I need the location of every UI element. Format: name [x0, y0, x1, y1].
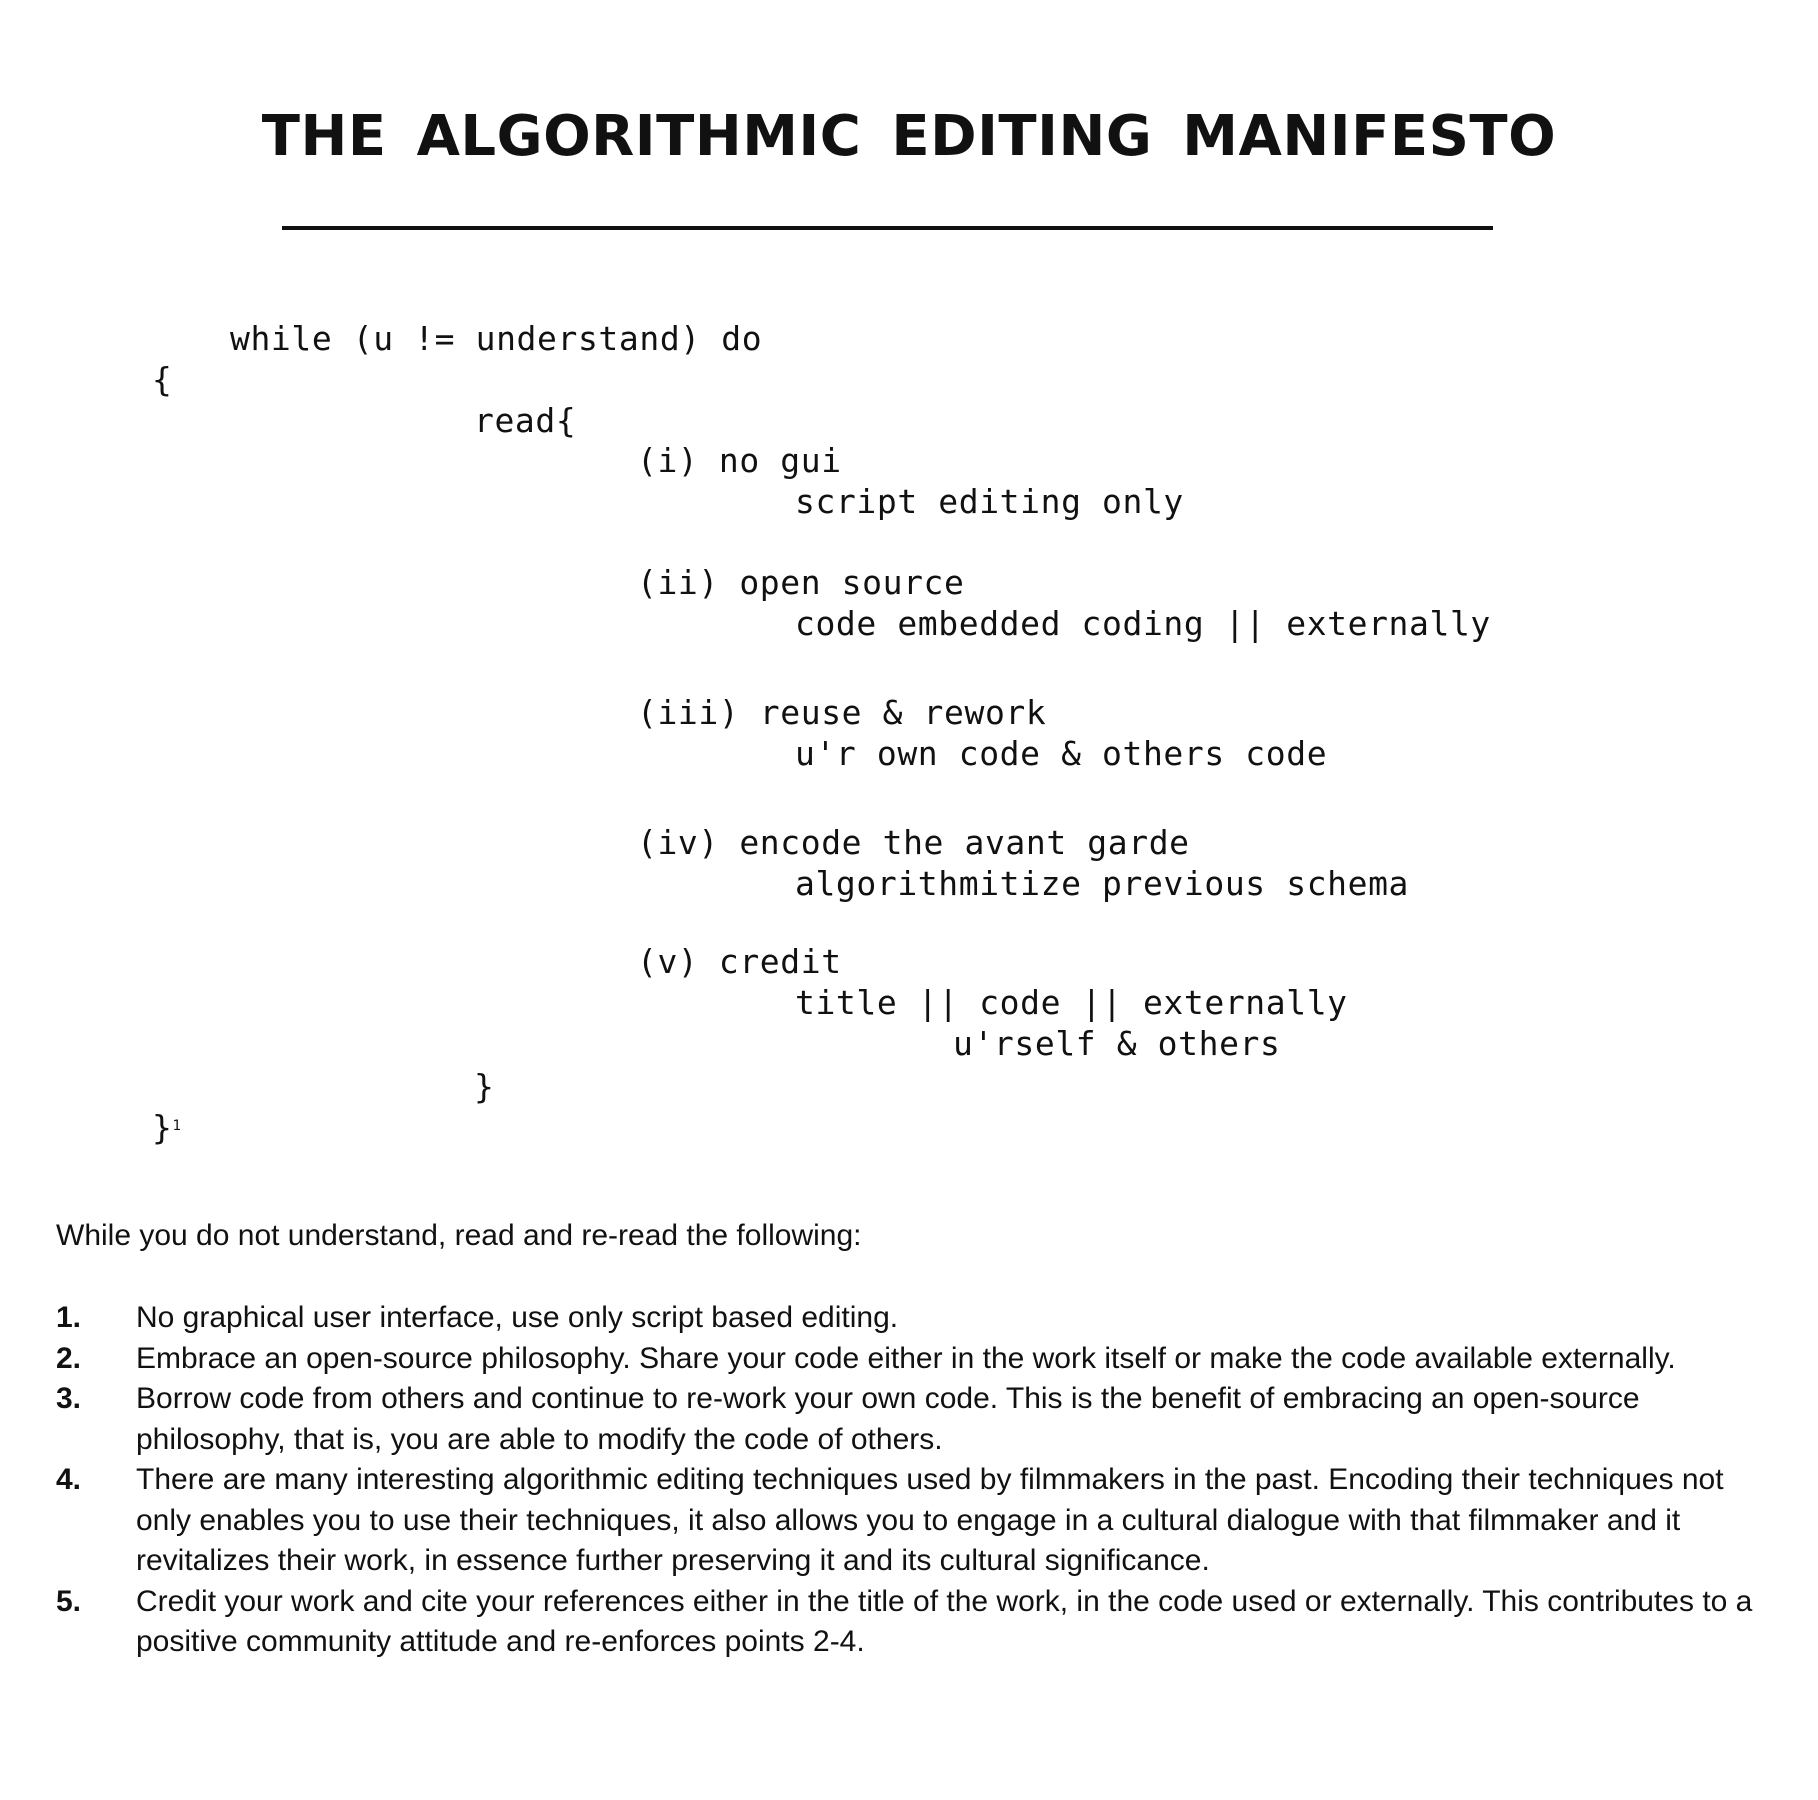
list-item-text: Borrow code from others and continue to re-work your own code. This is the benefit of embracing an open-source philosophy, that is, you are able to modify the code of others.: [136, 1382, 1640, 1456]
code-close-brace-char: }: [152, 1108, 173, 1147]
code-read-open: read{: [474, 401, 577, 440]
code-item4-body: algorithmitize previous schema: [795, 864, 1410, 903]
rules-list: [56, 1298, 1756, 1663]
list-item-text: Credit your work and cite your references either in the title of the work, in the code used or externally. This contributes to a positive community attitude and re-enforces points 2-4.: [136, 1584, 1753, 1658]
code-item3-body: u'r own code & others code: [795, 734, 1328, 773]
list-item-number: 4.: [56, 1463, 82, 1496]
code-read-close: }: [474, 1067, 495, 1106]
code-item4-head: (iv) encode the avant garde: [637, 823, 1190, 862]
list-item-text: There are many interesting algorithmic editing techniques used by filmmakers in the past. Encoding their techniques not only enables you to use their techniques, it also allows you to engage in a cultural dialogue with that filmmaker and it revitalizes their work, in essence further preserving it and its cultural significance.: [136, 1463, 1724, 1577]
list-item: [56, 1298, 1756, 1339]
code-item3-head: (iii) reuse & rework: [637, 693, 1047, 732]
list-item-text: Embrace an open-source philosophy. Share your code either in the work itself or make the code available externally.: [136, 1341, 1676, 1375]
code-item5-head: (v) credit: [637, 942, 842, 981]
page-title: THE ALGORITHMIC EDITING MANIFESTO: [261, 104, 1557, 169]
code-item1-head: (i) no gui: [637, 441, 842, 480]
list-item-text: No graphical user interface, use only script based editing.: [136, 1301, 899, 1334]
list-item-number: 2.: [56, 1341, 82, 1375]
list-item-number: 1.: [56, 1301, 82, 1334]
list-item: [56, 1582, 1756, 1663]
list-item-number: 5.: [56, 1584, 82, 1618]
footnote-marker: 1: [172, 1118, 182, 1134]
code-item1-body: script editing only: [795, 482, 1184, 521]
code-while-line: while (u != understand) do: [230, 319, 763, 358]
list-item: [56, 1339, 1756, 1380]
list-item: [56, 1460, 1756, 1582]
list-item: [56, 1379, 1756, 1460]
code-item5-body2: u'rself & others: [953, 1024, 1281, 1063]
intro-text: While you do not understand, read and re-read the following:: [56, 1219, 862, 1252]
code-open-brace: {: [152, 360, 173, 399]
code-item2-head: (ii) open source: [637, 563, 965, 602]
code-item2-body: code embedded coding || externally: [795, 604, 1491, 643]
code-close-brace: [152, 1108, 182, 1148]
list-item-number: 3.: [56, 1382, 82, 1415]
code-item5-body: title || code || externally: [795, 983, 1348, 1022]
title-underline: [282, 226, 1493, 230]
